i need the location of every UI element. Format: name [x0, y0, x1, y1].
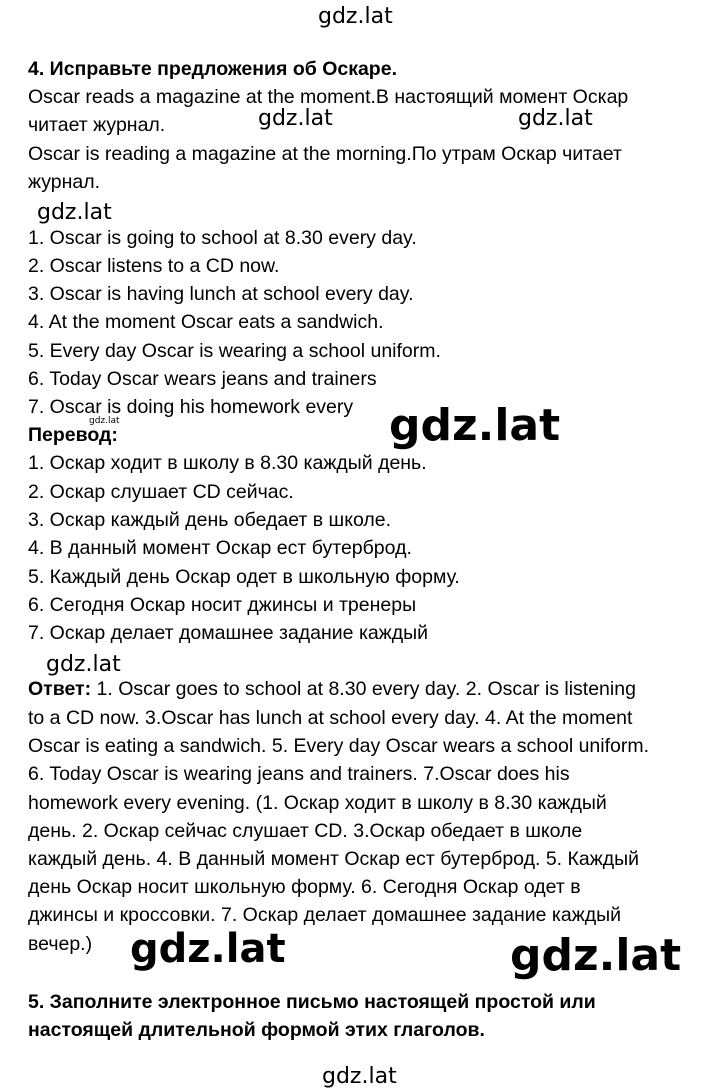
answer-line: Oscar is eating a sandwich. 5. Every day Oscar wears a school uniform. [28, 735, 650, 757]
watermark-top: gdz.lat [318, 4, 393, 29]
sentence-item: 6. Today Oscar wears jeans and trainers [28, 368, 377, 390]
example-line: читает журнал. [28, 114, 166, 136]
sentence-item: 7. Oscar is doing his homework every [28, 396, 354, 418]
answer-line: джинсы и кроссовки. 7. Оскар делает домашнее задание каждый [28, 904, 622, 926]
answer-line: вечер.) [28, 933, 93, 955]
answer-line: 6. Today Oscar is wearing jeans and trainers. 7.Oscar does his [28, 763, 570, 785]
watermark-tiny: gdz.lat [89, 416, 120, 426]
translation-item: 3. Оскар каждый день обедает в школе. [28, 509, 391, 531]
translation-item: 7. Оскар делает домашнее задание каждый [28, 622, 429, 644]
watermark: gdz.lat [258, 106, 333, 131]
watermark: gdz.lat [37, 200, 112, 225]
answer-line: день. 2. Оскар сейчас слушает CD. 3.Оскар обедает в школе [28, 820, 583, 842]
sentence-item: 1. Oscar is going to school at 8.30 every day. [28, 227, 417, 249]
translation-item: 6. Сегодня Оскар носит джинсы и тренеры [28, 594, 417, 616]
task5-heading-line: настоящей длительной формой этих глаголов. [28, 1019, 485, 1041]
answer-line: каждый день. 4. В данный момент Оскар ест бутерброд. 5. Каждый [28, 848, 640, 870]
example-line: Oscar reads a magazine at the moment.В настоящий момент Оскар [28, 86, 629, 108]
sentence-item: 2. Oscar listens to a CD now. [28, 255, 280, 277]
sentence-item: 4. At the moment Oscar eats a sandwich. [28, 311, 384, 333]
example-line: журнал. [28, 171, 101, 193]
watermark-large: gdz.lat [389, 400, 561, 451]
watermark-bottom: gdz.lat [322, 1064, 397, 1089]
sentence-item: 5. Every day Oscar is wearing a school uniform. [28, 340, 441, 362]
example-line: Oscar is reading a magazine at the morning.По утрам Оскар читает [28, 143, 622, 165]
answer-line: to a CD now. 3.Oscar has lunch at school every day. 4. At the moment [28, 707, 633, 729]
task4-heading: 4. Исправьте предложения об Оскаре. [28, 58, 397, 80]
watermark: gdz.lat [518, 106, 593, 131]
translation-item: 2. Оскар слушает CD сейчас. [28, 481, 294, 503]
translation-item: 1. Оскар ходит в школу в 8.30 каждый день. [28, 452, 427, 474]
task5-heading-line: 5. Заполните электронное письмо настоящей простой или [28, 991, 596, 1013]
watermark-large: gdz.lat [510, 930, 682, 981]
answer-line [28, 675, 636, 703]
translation-item: 4. В данный момент Оскар ест бутерброд. [28, 537, 412, 559]
watermark-large: gdz.lat [130, 926, 286, 972]
translation-heading: Перевод: [28, 424, 118, 446]
answer-line: день Оскар носит школьную форму. 6. Сегодня Оскар одет в [28, 876, 581, 898]
watermark: gdz.lat [46, 652, 121, 677]
answer-label: Ответ: [28, 678, 92, 700]
translation-item: 5. Каждый день Оскар одет в школьную форму. [28, 566, 460, 588]
answer-text: 1. Oscar goes to school at 8.30 every day. 2. Oscar is listening [91, 678, 636, 700]
sentence-item: 3. Oscar is having lunch at school every day. [28, 283, 414, 305]
answer-line: homework every evening. (1. Оскар ходит в школу в 8.30 каждый [28, 792, 607, 814]
